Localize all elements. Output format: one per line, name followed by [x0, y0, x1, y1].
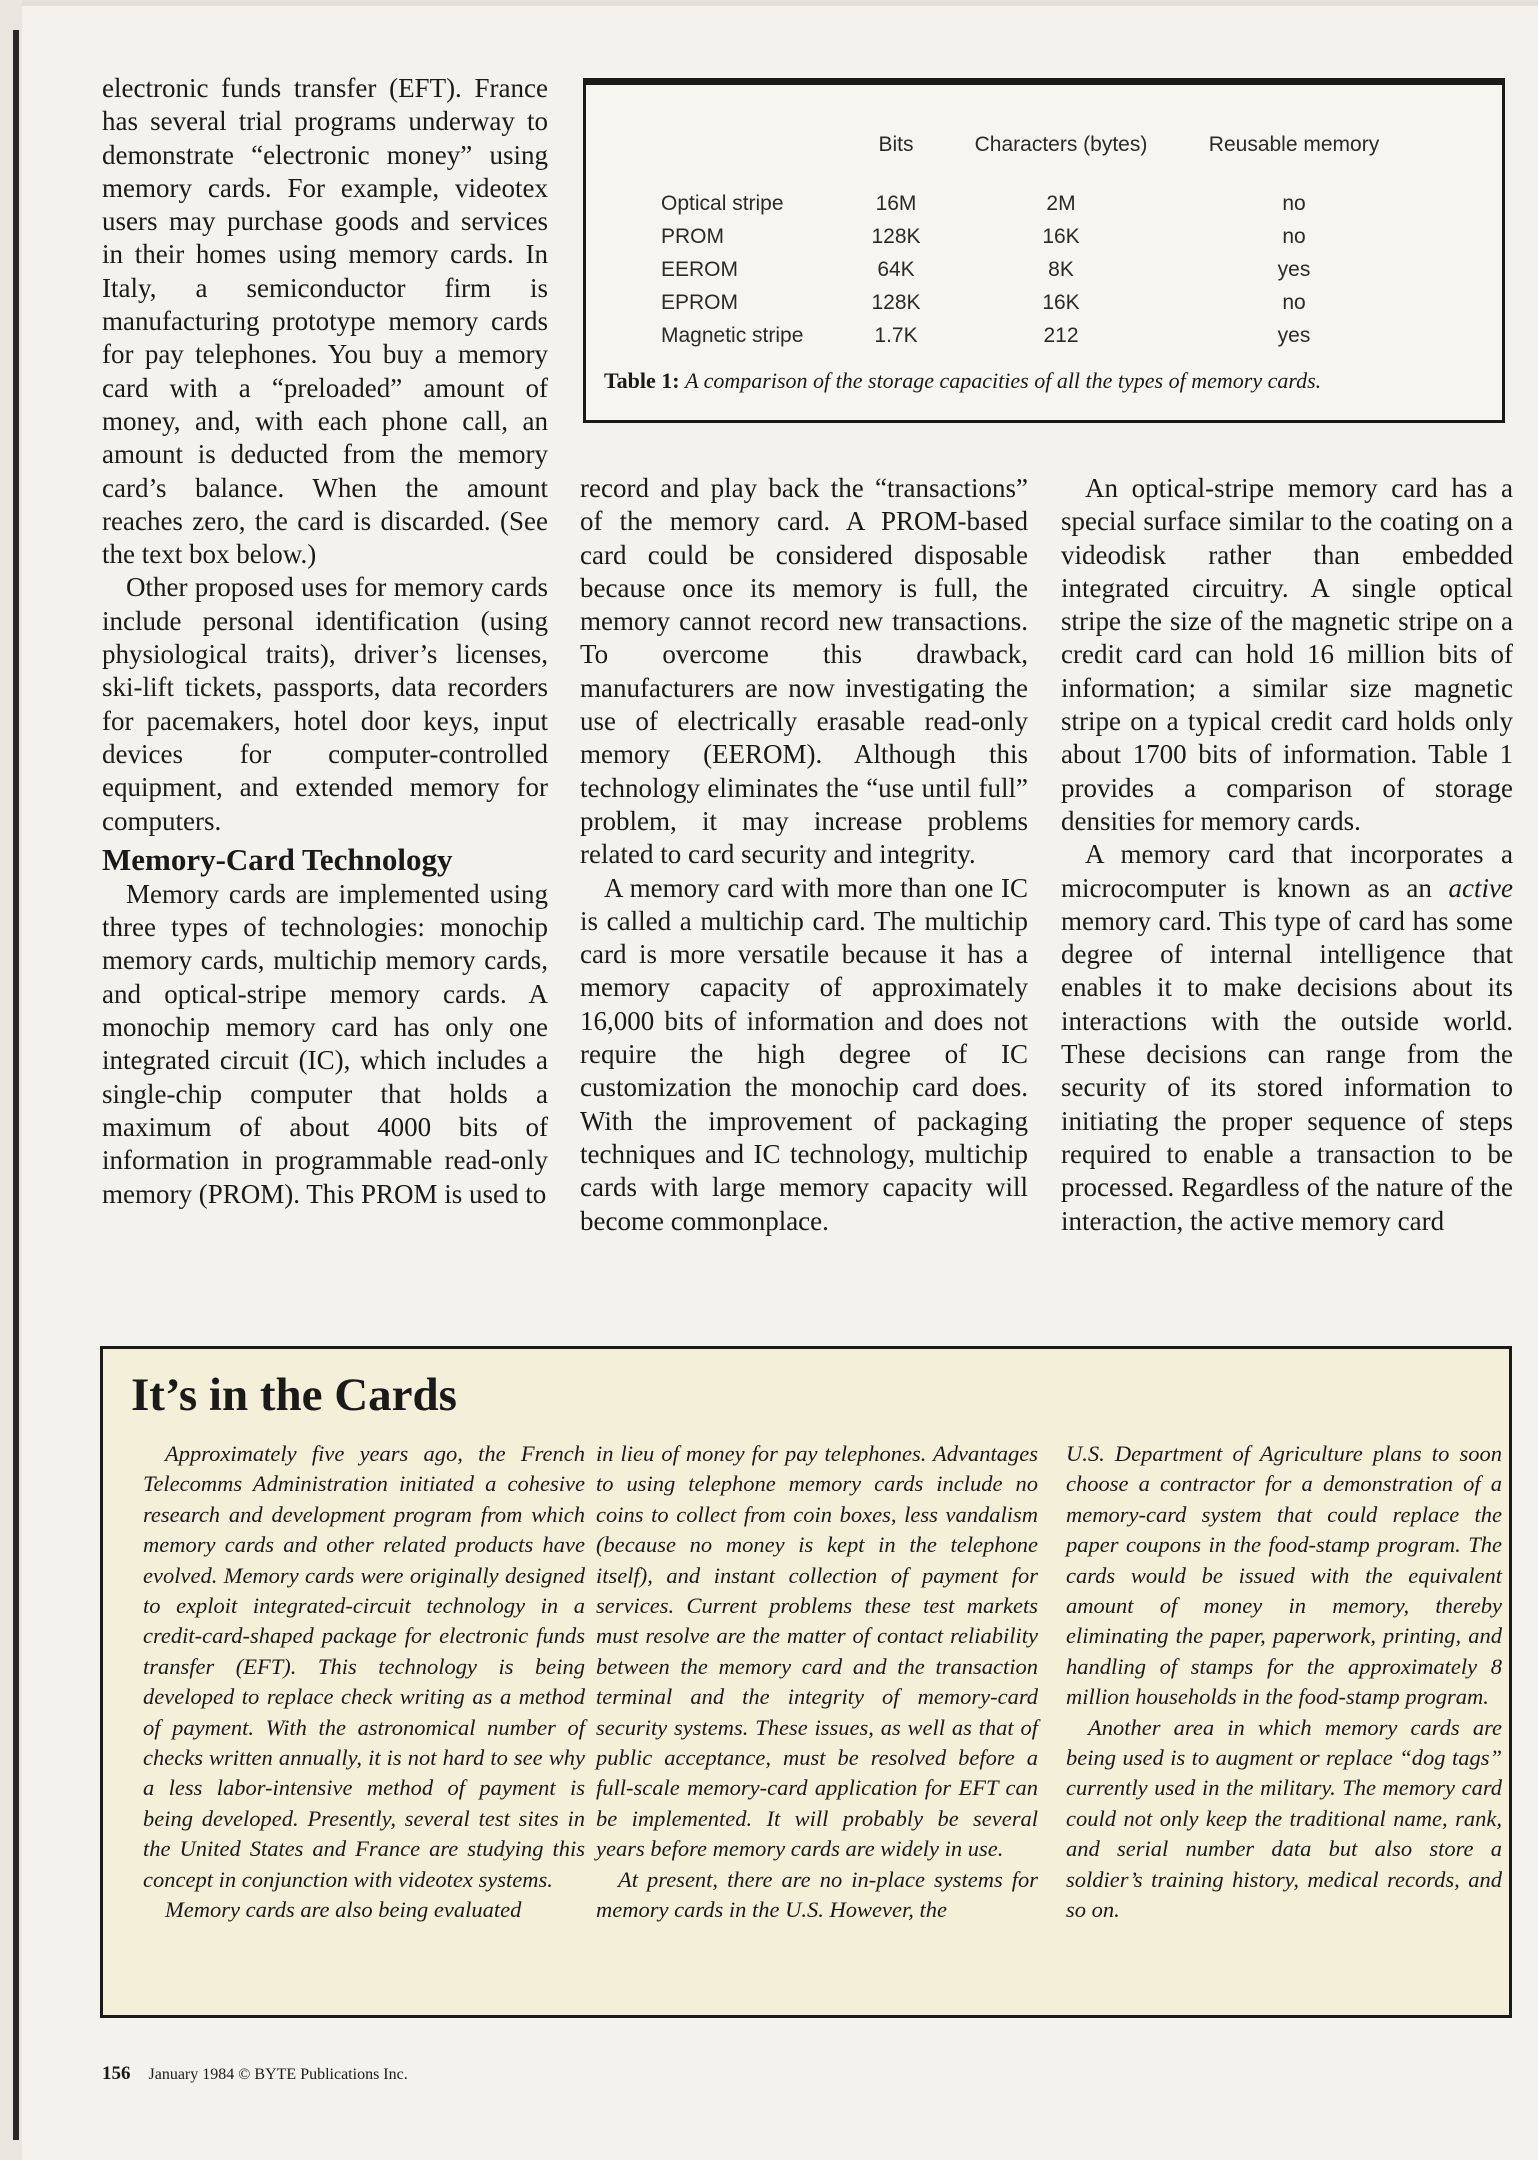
table-row — [661, 286, 1417, 319]
table-cell: no — [1282, 191, 1306, 215]
table-cell: 2M — [1046, 191, 1076, 215]
article-paragraph: A memory card with more than one IC is called a multichip card. The multichip card is more versatile because it has a memory capacity of approximately 16,000 bits of information and does not require the high degree of IC customization the monochip card does. With the improvement of packaging techniques and IC technology, multichip cards with large memory capacity will become commonplace. — [580, 872, 1028, 1236]
sidebar-paragraph: Another area in which memory cards are being used is to augment or replace “dog tags” currently used in the military. The memory card could not only keep the traditional name, rank, and serial number data but also store a soldier’s training history, medical records, and so on. — [1066, 1714, 1502, 1923]
sidebar-title: It’s in the Cards — [131, 1369, 457, 1421]
page-number: 156 — [102, 2063, 131, 2084]
article-column-2 — [580, 472, 1028, 1238]
article-paragraph: record and play back the “transactions” of the memory card. A PROM-based card could be considered disposable because once its memory is full, the memory cannot record new transactions. To overcome this drawback, manufacturers are now investigating the use of electrically erasable read-only memory (EEROM). Although this technology eliminates the “use until full” problem, it may increase problems related to card security and integrity. — [580, 473, 1028, 870]
table-cell: no — [1282, 224, 1306, 248]
page-footer — [102, 2064, 408, 2085]
article-paragraph: Memory cards are implemented using three types of technologies: monochip memory cards, multichip memory cards, and optical-stripe memory cards. A monochip memory card has only one integrated circuit (IC), which includes a single-chip computer that holds a maximum of about 4000 bits of information in programmable read-only memory (PROM). This PROM is used to — [102, 878, 548, 1209]
table-row — [661, 319, 1417, 352]
table-cell: EEROM — [661, 257, 739, 281]
table-header-cell: Bits — [878, 133, 914, 156]
sidebar-column-3 — [1066, 1439, 1502, 1926]
table-cell: Optical stripe — [661, 191, 784, 215]
article-paragraph — [1061, 838, 1513, 1238]
sidebar-column-2 — [596, 1439, 1038, 1926]
sidebar-paragraph: Approximately five years ago, the French Telecomms Administration initiated a cohesive research and development program from which memory cards and other related products have evolved. Memory cards were originally designed to exploit integrated-circuit technology in a credit-card-shaped package for electronic funds transfer (EFT). This technology is being developed to replace check writing as a method of payment. With the astronomical number of checks written annually, it is not hard to see why a less labor-intensive method of payment is being developed. Presently, several test sites in the United States and France are studying this concept in conjunction with videotex systems. — [143, 1441, 585, 1892]
article-column-3 — [1061, 472, 1513, 1238]
sidebar-text-box — [100, 1346, 1512, 2018]
table-header-cell — [661, 133, 841, 187]
sidebar-paragraph: Memory cards are also being evaluated — [165, 1897, 522, 1923]
table-cell: 16K — [1042, 290, 1080, 314]
sidebar-paragraph: At present, there are no in-place systems for memory cards in the U.S. However, the — [596, 1866, 1038, 1923]
table-caption-text: A comparison of the storage capacities of all the types of memory cards. — [685, 368, 1322, 393]
table-cell: EPROM — [661, 290, 739, 314]
article-paragraph: An optical-stripe memory card has a special surface similar to the coating on a videodisk rather than embedded integrated circuitry. A single optical stripe the size of the magnetic stripe on a credit card can hold 16 million bits of information; a similar size magnetic stripe on a typical credit card holds only about 1700 bits of information. Table 1 provides a comparison of storage densities for memory cards. — [1061, 473, 1513, 836]
table-header-cell: Characters (bytes) — [974, 133, 1148, 156]
sidebar-column-1 — [143, 1439, 585, 1926]
table-cell: 128K — [871, 224, 921, 248]
section-heading: Memory-Card Technology — [102, 841, 453, 877]
table-caption — [604, 367, 1321, 395]
table-cell: 16K — [1042, 224, 1080, 248]
page-top-edge — [22, 0, 1538, 6]
table-cell: 16M — [875, 191, 917, 215]
table-row — [661, 253, 1417, 286]
footer-copyright: January 1984 © BYTE Publications Inc. — [148, 2066, 408, 2083]
table-header-cell: Reusable memory — [1208, 133, 1380, 156]
table-cell: no — [1282, 290, 1306, 314]
page-binding-edge — [0, 0, 22, 2160]
article-paragraph: electronic funds transfer (EFT). France has several trial programs underway to demonstrate “electronic money” using memory cards. For example, videotex users may purchase goods and services in their homes using memory cards. In Italy, a semiconductor firm is manufacturing prototype memory cards for pay telephones. You buy a memory card with a “preloaded” amount of money, and, with each phone call, an amount is deducted from the memory card’s balance. When the amount reaches zero, the card is discarded. (See the text box below.) — [102, 73, 548, 570]
table-cell: PROM — [661, 224, 724, 248]
article-paragraph: Other proposed uses for memory cards include personal identification (using physiological traits), driver’s licenses, ski-lift tickets, passports, data recorders for pacemakers, hotel door keys, input devices for computer-controlled equipment, and extended memory for computers. — [102, 572, 548, 836]
table-cell: 1.7K — [874, 323, 918, 347]
table-row — [661, 187, 1417, 220]
table-cell: Magnetic stripe — [661, 323, 804, 347]
emphasis-text: active — [1448, 872, 1513, 903]
table-cell: yes — [1277, 257, 1311, 281]
table-caption-label: Table 1: — [604, 368, 680, 393]
text-run: memory card. This type of card has some degree of internal intelligence that enables it to make decisions about its interactions with the outside world. These decisions can range from the security of its stored information to initiating the proper sequence of steps required to enable a transaction to be processed. Regardless of the nature of the interaction, the active memory card — [1061, 905, 1513, 1236]
table-header-row — [661, 133, 1417, 187]
table-cell: 128K — [871, 290, 921, 314]
storage-capacity-table — [661, 133, 1417, 352]
sidebar-paragraph: U.S. Department of Agriculture plans to soon choose a contractor for a demonstration of a memory-card system that could replace the paper coupons in the food-stamp program. The cards would be issued with the equivalent amount of money in memory, thereby eliminating the paper, paperwork, printing, and handling of stamps for the approximately 8 million households in the food-stamp program. — [1066, 1441, 1502, 1710]
table-cell: 212 — [1043, 323, 1079, 347]
article-column-1 — [102, 72, 548, 1211]
table-row — [661, 220, 1417, 253]
table-cell: 64K — [877, 257, 915, 281]
table-cell: 8K — [1048, 257, 1074, 281]
table-cell: yes — [1277, 323, 1311, 347]
sidebar-paragraph: in lieu of money for pay telephones. Advantages to using telephone memory cards include no coins to collect from coin boxes, less vandalism (because no money is kept in the telephone itself), and instant collection of payment for services. Current problems these test markets must resolve are the matter of contact reliability between the memory card and the transaction terminal and the integrity of memory-card security systems. These issues, as well as that of public acceptance, must be resolved before a full-scale memory-card application for EFT can be implemented. It will probably be several years before memory cards are widely in use. — [596, 1441, 1038, 1862]
table-1-box — [583, 78, 1505, 423]
text-run: A memory card that incorporates a microcomputer is known as an — [1061, 839, 1513, 903]
